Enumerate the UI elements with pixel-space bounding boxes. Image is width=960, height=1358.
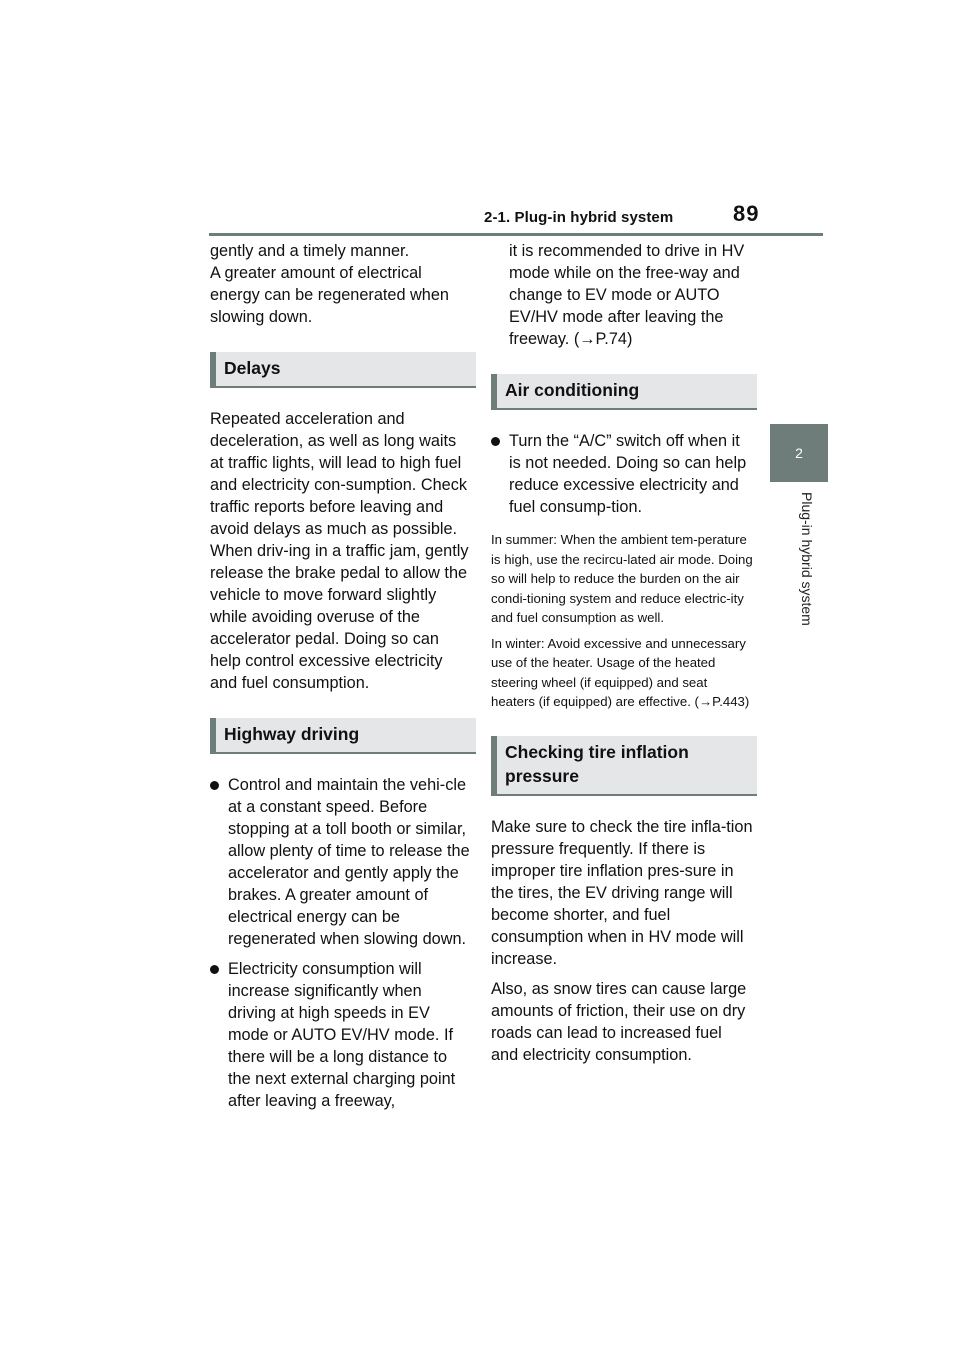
chapter-tab — [770, 424, 828, 482]
section-heading-highway: Highway driving — [210, 718, 476, 754]
chapter-tab-label: Plug-in hybrid system — [799, 492, 815, 626]
tire-paragraph-2: Also, as snow tires can cause large amounts of friction, their use on dry roads can lead to increased fuel and electricity consumption. — [491, 979, 747, 1064]
highway-bullet-2-continuation: it is recommended to drive in HV mode while on the free-way and change to EV mode or AUTO EV/HV mode after leaving the freeway. (→P.74) — [509, 242, 745, 348]
delays-paragraph: Repeated acceleration and deceleration, as well as long waits at traffic lights, will lead to high fuel and electricity con-sumption. Check traffic reports before leaving and avoid delays as much as possible. When driv-ing in a traffic jam, gently release the brake pedal to allow the vehicle to move forward slightly while avoiding overuse of the accelerator pedal. Doing so can help control excessive electricity and fuel consumption. — [210, 410, 469, 692]
bullet-dot-icon — [210, 965, 219, 974]
ac-winter-note: In winter: Avoid excessive and unnecessary use of the heater. Usage of the heated steering wheel (if equipped) and seat heaters (if equipped) are effective. (→P.443) — [491, 635, 750, 709]
header-rule — [209, 233, 823, 236]
left-column — [210, 240, 472, 1120]
intro-line-1: gently and a timely manner. — [210, 242, 410, 260]
page-number: 89 — [733, 201, 760, 226]
bullet-dot-icon — [210, 781, 219, 790]
section-heading-delays: Delays — [210, 352, 476, 388]
right-column — [491, 240, 753, 1074]
header-title: 2-1. Plug-in hybrid system — [484, 209, 674, 226]
tire-paragraph-1: Make sure to check the tire infla-tion pressure frequently. If there is improper tire inflation pres-sure in the tires, the EV driving range will become shorter, and fuel consumption when in HV mode will increase. — [491, 817, 753, 968]
chapter-tab-number: 2 — [795, 445, 803, 461]
ac-summer-note: In summer: When the ambient tem-perature is high, use the recircu-lated air mode. Doing so will help to reduce the burden on the air condi-tioning system and reduce electric-ity and fuel consumption as well. — [491, 532, 753, 625]
highway-bullet-2-text: Electricity consumption will increase significantly when driving at high speeds in EV mode or AUTO EV/HV mode. If there will be a long distance to the next external charging point after leaving a freeway, — [228, 960, 456, 1110]
section-heading-tire-pressure: Checking tire inflation pressure — [491, 736, 757, 796]
highway-bullet-2 — [210, 958, 472, 1112]
highway-bullet-1-text: Control and maintain the vehi-cle at a constant speed. Before stopping at a toll booth or similar, allow plenty of time to release the accelerator and gently apply the brakes. A greater amount of electrical energy can be regenerated when slowing down. — [228, 776, 470, 948]
ac-bullet-text: Turn the “A/C” switch off when it is not needed. Doing so can help reduce excessive electricity and fuel consump-tion. — [509, 432, 747, 516]
bullet-dot-icon — [491, 437, 500, 446]
highway-bullet-1 — [210, 774, 472, 950]
intro-paragraph: A greater amount of electrical energy can be regenerated when slowing down. — [210, 264, 449, 326]
section-heading-air-conditioning: Air conditioning — [491, 374, 757, 410]
ac-bullet — [491, 430, 753, 518]
